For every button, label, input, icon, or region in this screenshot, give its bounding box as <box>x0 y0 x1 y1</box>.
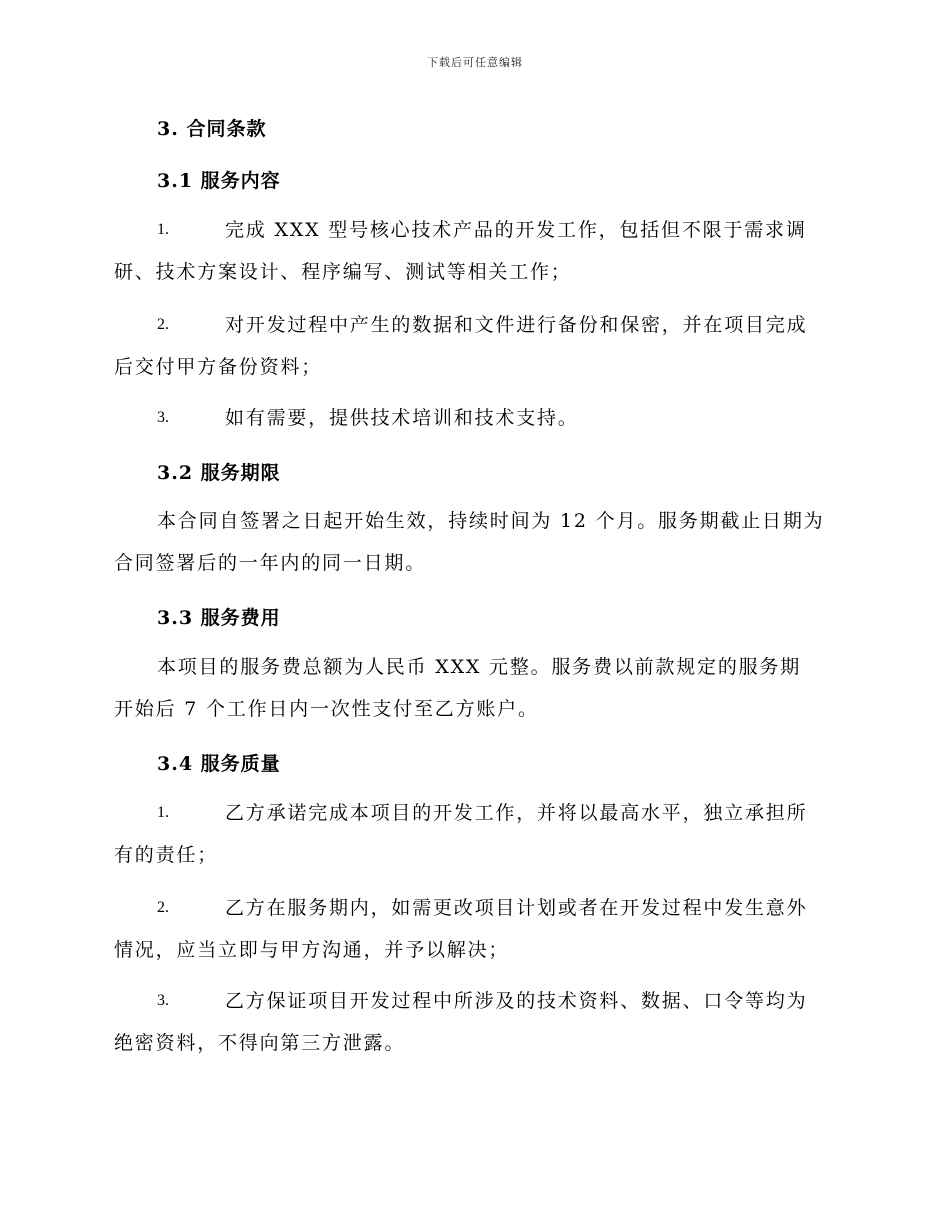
service-content-item-2 <box>114 304 836 388</box>
item-text-line: 乙方在服务期内，如需更改项目计划或者在开发过程中发生意外 <box>225 897 808 919</box>
service-term-paragraph <box>114 500 836 584</box>
service-quality-item-3 <box>114 980 836 1064</box>
item-text-line: 完成 XXX 型号核心技术产品的开发工作，包括但不限于需求调 <box>225 219 807 241</box>
list-number: 2. <box>157 316 169 333</box>
subsection-title-3-3: 3.3 服务费用 <box>157 607 281 629</box>
list-number: 3. <box>157 409 169 426</box>
service-quality-item-1 <box>114 792 836 876</box>
subsection-title-3-4: 3.4 服务质量 <box>157 753 281 775</box>
list-number: 2. <box>157 899 169 916</box>
paragraph-line: 本项目的服务费总额为人民币 XXX 元整。服务费以前款规定的服务期 <box>157 656 802 678</box>
paragraph-line: 合同签署后的一年内的同一日期。 <box>114 552 427 574</box>
item-text-line: 绝密资料，不得向第三方泄露。 <box>114 1032 406 1054</box>
item-text-line: 有的责任； <box>114 844 219 866</box>
list-number: 1. <box>157 221 169 238</box>
item-text-line: 后交付甲方备份资料； <box>114 356 323 378</box>
paragraph-line: 本合同自签署之日起开始生效，持续时间为 12 个月。服务期截止日期为 <box>157 510 825 532</box>
service-content-item-3 <box>114 397 836 439</box>
service-content-item-1 <box>114 209 836 293</box>
item-text-line: 对开发过程中产生的数据和文件进行备份和保密，并在项目完成 <box>225 314 808 336</box>
item-text-line: 乙方保证项目开发过程中所涉及的技术资料、数据、口令等均为 <box>225 990 808 1012</box>
service-fee-paragraph <box>114 646 836 730</box>
subsection-title-3-2: 3.2 服务期限 <box>157 462 281 484</box>
page-header-note: 下载后可任意编辑 <box>427 56 523 69</box>
item-text-line: 如有需要，提供技术培训和技术支持。 <box>225 407 579 429</box>
section-title: 3. 合同条款 <box>157 118 267 140</box>
list-number: 1. <box>157 804 169 821</box>
paragraph-line: 开始后 7 个工作日内一次性支付至乙方账户。 <box>114 698 539 720</box>
item-text-line: 研、技术方案设计、程序编写、测试等相关工作； <box>114 261 572 283</box>
item-text-line: 情况，应当立即与甲方沟通，并予以解决； <box>114 939 510 961</box>
list-number: 3. <box>157 992 169 1009</box>
subsection-title-3-1: 3.1 服务内容 <box>157 170 281 192</box>
service-quality-item-2 <box>114 887 836 971</box>
item-text-line: 乙方承诺完成本项目的开发工作，并将以最高水平，独立承担所 <box>225 802 808 824</box>
